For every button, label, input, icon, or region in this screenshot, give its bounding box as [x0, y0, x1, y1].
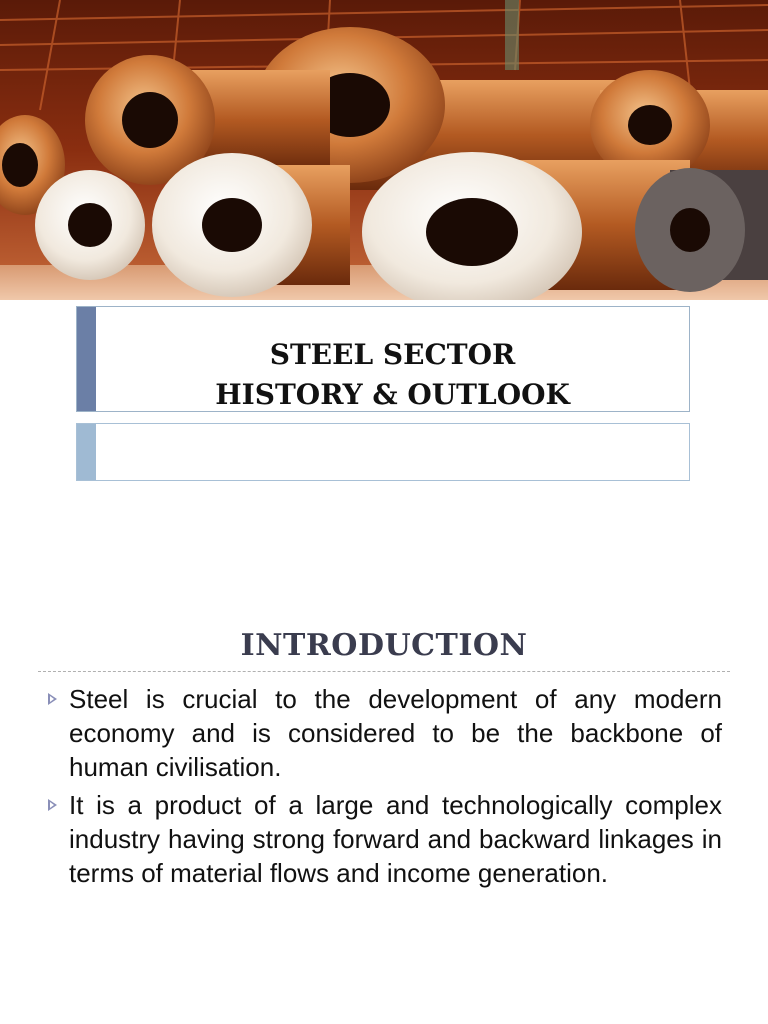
title-box: [76, 306, 690, 412]
bullet-list: [48, 682, 722, 894]
section-heading: INTRODUCTION: [240, 628, 528, 663]
title-accent-bar: [77, 307, 96, 411]
title-line-1: STEEL SECTOR: [269, 338, 516, 371]
title-line-2: HISTORY & OUTLOOK: [215, 378, 570, 411]
slide-title: [96, 335, 689, 415]
heading-divider: [38, 671, 730, 672]
bullet-text: It is a product of a large and technologically complex industry having strong forward and backward linkages in terms of material flows and income generation.: [69, 790, 722, 888]
arrow-bullet-icon: [48, 799, 57, 811]
subtitle-accent-bar: [77, 424, 96, 480]
subtitle-box: [76, 423, 690, 481]
steel-coils-photo: [0, 0, 768, 300]
arrow-bullet-icon: [48, 693, 57, 705]
introduction-slide: [0, 520, 768, 1024]
list-item: [48, 682, 722, 784]
bullet-text: Steel is crucial to the development of any modern economy and is considered to be the backbone of human civilisation.: [69, 684, 722, 782]
list-item: [48, 788, 722, 890]
